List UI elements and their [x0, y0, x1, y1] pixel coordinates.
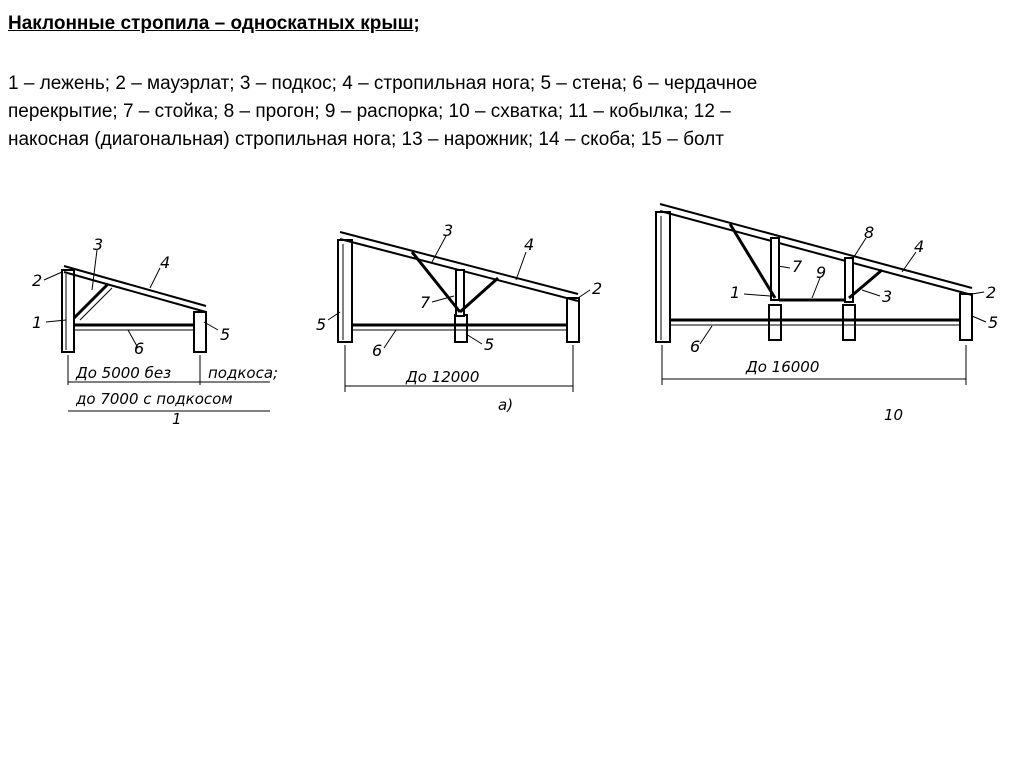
fig2-dim: До 12000	[406, 368, 480, 386]
fig3-drawing	[656, 204, 986, 385]
fig1-dim-bottom: до 7000 с подкосом	[76, 390, 233, 408]
fig1-label: 4	[160, 253, 171, 272]
fig1-rafter	[64, 266, 206, 306]
fig3-right-wall	[960, 294, 972, 340]
fig1-dim-top-right: подкоса;	[208, 364, 279, 382]
fig3-label: 6	[690, 337, 701, 356]
fig1-drawing	[44, 250, 270, 411]
fig3-label: 2	[986, 283, 997, 302]
fig2-left-wall	[338, 240, 352, 342]
fig2-caption: а)	[498, 396, 514, 414]
legend-line-3: накосная (диагональная) стропильная нога; 13 – нарожник; 14 – скоба; 15 – болт	[8, 129, 724, 150]
fig2-label: 5	[484, 335, 495, 354]
fig3-dim: До 16000	[746, 358, 820, 376]
fig1-label: 6	[134, 339, 145, 358]
fig2-right-wall	[567, 298, 579, 342]
fig1-label: 1	[32, 313, 43, 332]
slide-title: Наклонные стропила – односкатных крыш;	[8, 13, 420, 34]
legend-line-1: 1 – лежень; 2 – мауэрлат; 3 – подкос; 4 – стропильная нога; 5 – стена; 6 – чердачное	[8, 73, 758, 94]
fig1-label: 5	[220, 325, 231, 344]
fig1-dim-top: До 5000 без	[76, 364, 172, 382]
fig1-strut	[74, 284, 108, 318]
legend	[8, 70, 1008, 154]
fig3-label: 1	[730, 283, 741, 302]
rafter-diagrams	[0, 190, 1024, 430]
fig3-label: 5	[988, 313, 999, 332]
fig2-label: 6	[372, 341, 383, 360]
fig3-label: 9	[816, 263, 827, 282]
fig2-label: 3	[443, 221, 454, 240]
fig3-label: 3	[882, 287, 893, 306]
fig1-left-wall	[62, 270, 74, 352]
fig3-left-wall	[656, 212, 670, 342]
fig1-label: 3	[93, 235, 104, 254]
fig2-label: 2	[592, 279, 603, 298]
legend-line-2: перекрытие; 7 – стойка; 8 – прогон; 9 – распорка; 10 – схватка; 11 – кобылка; 12 –	[8, 101, 731, 122]
fig1-label: 2	[32, 271, 43, 290]
fig2-label: 5	[316, 315, 327, 334]
fig2-label: 4	[524, 235, 535, 254]
fig2-label: 7	[420, 293, 431, 312]
fig3-caption: 10	[884, 406, 904, 424]
fig3-label: 4	[914, 237, 925, 256]
fig1-right-wall	[194, 312, 206, 352]
fig1-caption: 1	[172, 410, 182, 428]
fig2-strut-right	[460, 278, 498, 312]
fig3-label: 7	[792, 257, 803, 276]
fig3-label: 8	[864, 223, 875, 242]
